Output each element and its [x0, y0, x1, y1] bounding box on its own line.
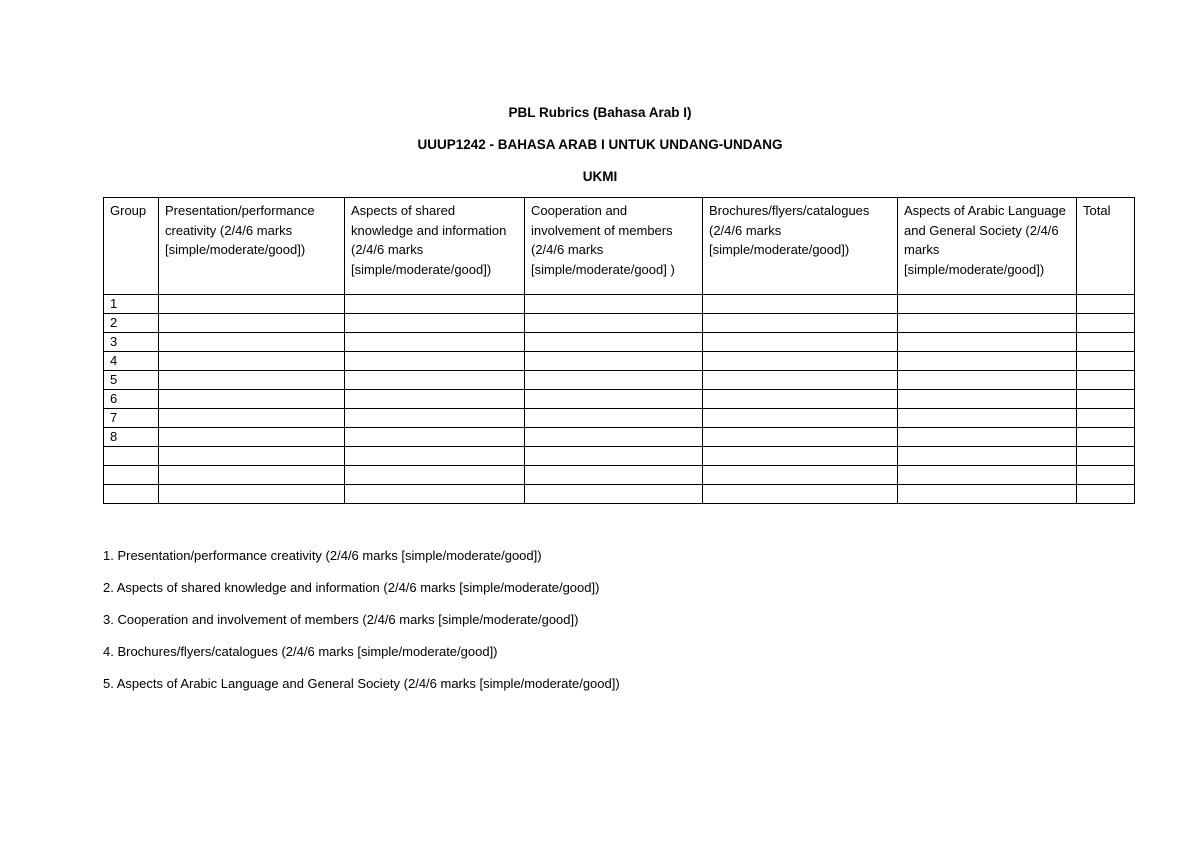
rubric-table-body: [104, 295, 1135, 504]
score-cell: [1077, 314, 1135, 333]
score-cell: [159, 409, 345, 428]
table-row: [104, 295, 1135, 314]
score-cell: [345, 447, 525, 466]
table-row: [104, 333, 1135, 352]
score-cell: [525, 485, 703, 504]
criteria-notes: [103, 548, 620, 708]
score-cell: [159, 447, 345, 466]
note-item: 1. Presentation/performance creativity (2/4/6 marks [simple/moderate/good]): [103, 548, 542, 563]
score-cell: [159, 333, 345, 352]
score-cell: [898, 333, 1077, 352]
score-cell: [525, 447, 703, 466]
table-row: [104, 352, 1135, 371]
rubric-table: [103, 197, 1135, 504]
score-cell: [525, 371, 703, 390]
score-cell: [1077, 333, 1135, 352]
table-row: [104, 485, 1135, 504]
group-number-cell: 2: [104, 314, 159, 333]
score-cell: [525, 314, 703, 333]
course-title: UUUP1242 - BAHASA ARAB I UNTUK UNDANG-UNDANG: [417, 137, 783, 152]
score-cell: [898, 485, 1077, 504]
score-cell: [898, 371, 1077, 390]
table-row: [104, 390, 1135, 409]
note-item: 2. Aspects of shared knowledge and information (2/4/6 marks [simple/moderate/good]): [103, 580, 600, 595]
score-cell: [1077, 352, 1135, 371]
table-row: [104, 409, 1135, 428]
score-cell: [1077, 390, 1135, 409]
score-cell: [703, 409, 898, 428]
column-header-cooperation: Cooperation and involvement of members (2/4/6 marks [simple/moderate/good] ): [525, 198, 703, 295]
score-cell: [345, 466, 525, 485]
score-cell: [1077, 371, 1135, 390]
score-cell: [345, 371, 525, 390]
score-cell: [525, 333, 703, 352]
score-cell: [1077, 485, 1135, 504]
score-cell: [703, 447, 898, 466]
score-cell: [159, 352, 345, 371]
group-number-cell: 5: [104, 371, 159, 390]
table-row: [104, 314, 1135, 333]
column-header-brochures: Brochures/flyers/catalogues (2/4/6 marks [simple/moderate/good]): [703, 198, 898, 295]
score-cell: [898, 295, 1077, 314]
score-cell: [703, 295, 898, 314]
score-cell: [703, 314, 898, 333]
score-cell: [525, 428, 703, 447]
score-cell: [898, 428, 1077, 447]
page-title: PBL Rubrics (Bahasa Arab I): [508, 105, 692, 120]
score-cell: [159, 371, 345, 390]
score-cell: [1077, 295, 1135, 314]
score-cell: [703, 485, 898, 504]
score-cell: [525, 409, 703, 428]
table-row: [104, 428, 1135, 447]
column-header-total: Total: [1077, 198, 1135, 295]
score-cell: [898, 447, 1077, 466]
table-row: [104, 466, 1135, 485]
score-cell: [525, 390, 703, 409]
column-header-group: Group: [104, 198, 159, 295]
score-cell: [345, 390, 525, 409]
score-cell: [159, 466, 345, 485]
group-number-cell: 4: [104, 352, 159, 371]
score-cell: [159, 390, 345, 409]
table-row: [104, 371, 1135, 390]
score-cell: [159, 314, 345, 333]
score-cell: [345, 485, 525, 504]
group-number-cell: 7: [104, 409, 159, 428]
score-cell: [345, 428, 525, 447]
group-number-cell: [104, 485, 159, 504]
score-cell: [345, 352, 525, 371]
column-header-arabic-language: Aspects of Arabic Language and General Society (2/4/6 marks [simple/moderate/good]): [898, 198, 1077, 295]
score-cell: [703, 466, 898, 485]
score-cell: [525, 352, 703, 371]
group-number-cell: 1: [104, 295, 159, 314]
column-header-knowledge: Aspects of shared knowledge and information (2/4/6 marks [simple/moderate/good]): [345, 198, 525, 295]
score-cell: [898, 466, 1077, 485]
score-cell: [703, 352, 898, 371]
note-item: 4. Brochures/flyers/catalogues (2/4/6 marks [simple/moderate/good]): [103, 644, 498, 659]
institution-title: UKMI: [582, 169, 618, 184]
score-cell: [1077, 409, 1135, 428]
score-cell: [345, 409, 525, 428]
table-row: [104, 447, 1135, 466]
score-cell: [703, 371, 898, 390]
column-header-presentation: Presentation/performance creativity (2/4/6 marks [simple/moderate/good]): [159, 198, 345, 295]
score-cell: [703, 390, 898, 409]
score-cell: [525, 295, 703, 314]
score-cell: [898, 352, 1077, 371]
group-number-cell: [104, 447, 159, 466]
score-cell: [345, 295, 525, 314]
score-cell: [898, 314, 1077, 333]
note-item: 3. Cooperation and involvement of members (2/4/6 marks [simple/moderate/good]): [103, 612, 579, 627]
score-cell: [703, 333, 898, 352]
score-cell: [1077, 428, 1135, 447]
score-cell: [898, 390, 1077, 409]
score-cell: [345, 314, 525, 333]
score-cell: [1077, 447, 1135, 466]
score-cell: [525, 466, 703, 485]
note-item: 5. Aspects of Arabic Language and General Society (2/4/6 marks [simple/moderate/good]): [103, 676, 620, 691]
score-cell: [159, 428, 345, 447]
group-number-cell: 6: [104, 390, 159, 409]
group-number-cell: [104, 466, 159, 485]
group-number-cell: 3: [104, 333, 159, 352]
score-cell: [703, 428, 898, 447]
score-cell: [159, 485, 345, 504]
score-cell: [159, 295, 345, 314]
score-cell: [1077, 466, 1135, 485]
group-number-cell: 8: [104, 428, 159, 447]
table-header-row: [104, 198, 1135, 295]
score-cell: [898, 409, 1077, 428]
score-cell: [345, 333, 525, 352]
